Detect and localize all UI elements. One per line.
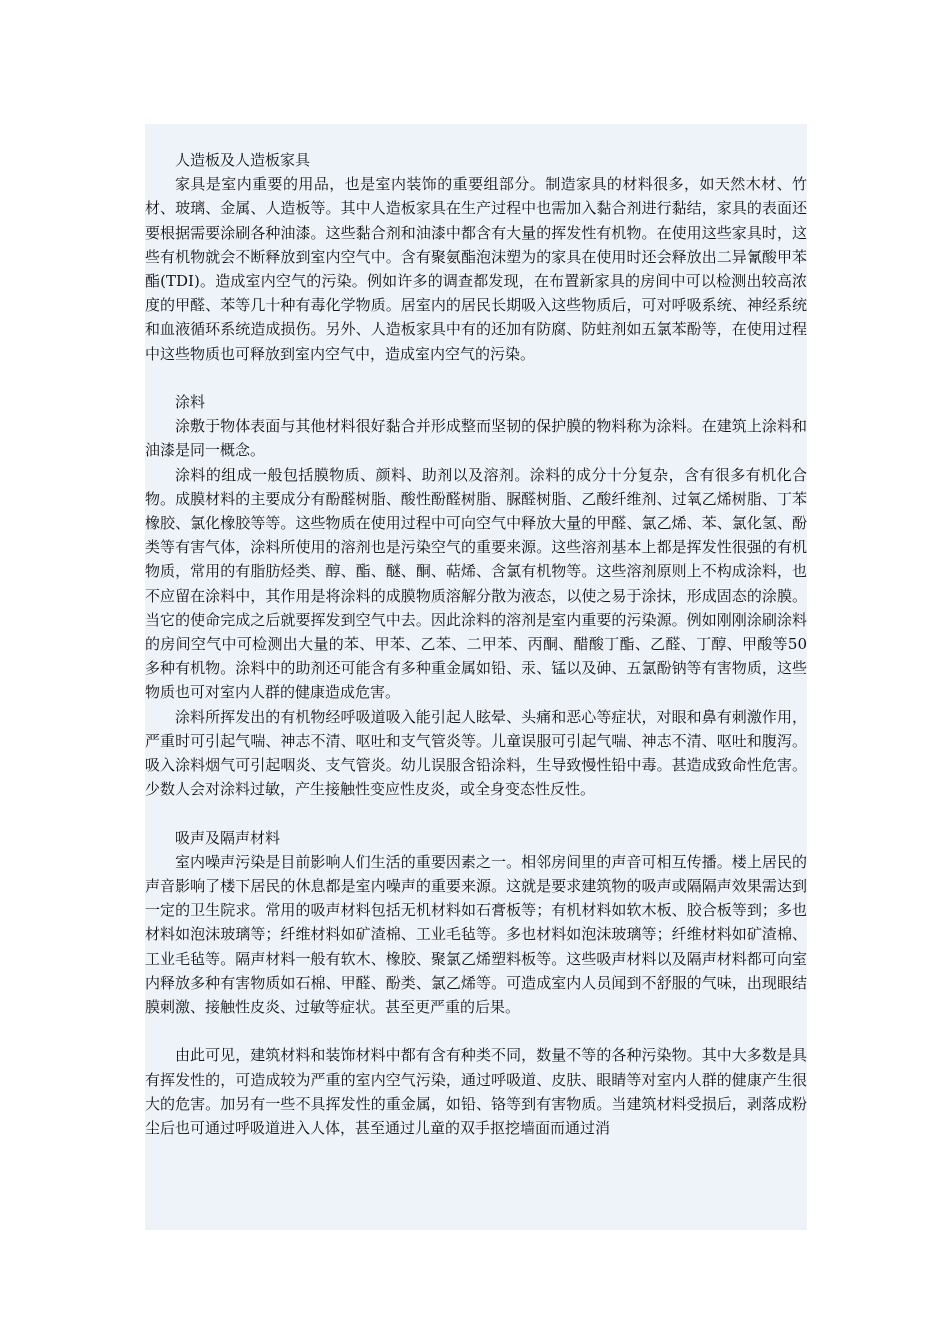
section-heading: 人造板及人造板家具	[175, 151, 311, 169]
section-coatings	[145, 390, 807, 801]
section-wood-panel-furniture	[145, 148, 807, 366]
paragraph: 家具是室内重要的用品，也是室内装饰的重要组部分。制造家具的材料很多，如天然木材、竹材、玻璃、金属、人造板等。其中人造板家具在生产过程中也需加入黏合剂进行黏结，家具的表面还要根据需要涂刷各种油漆。这些黏合剂和油漆中都含有大量的挥发性有机物。在使用这些家具时，这些有机物就会不断释放到室内空气中。含有聚氨酯泡沫塑为的家具在使用时还会释放出二异氰酸甲苯酯(TDI)。造成室内空气的污染。例如许多的调查都发现，在布置新家具的房间中可以检测出较高浓度的甲醛、苯等几十种有毒化学物质。居室内的居民长期吸入这些物质后，可对呼吸系统、神经系统和血液循环系统造成损伤。另外、人造板家具中有的还加有防腐、防蛀剂如五氯苯酚等，在使用过程中这些物质也可释放到室内空气中，造成室内空气的污染。	[145, 175, 807, 363]
paragraph: 由此可见，建筑材料和装饰材料中都有含有种类不同，数量不等的各种污染物。其中大多数是具有挥发性的，可造成较为严重的室内空气污染，通过呼吸道、皮肤、眼睛等对室内人群的健康产生很大的危害。加另有一些不具挥发性的重金属，如铅、铬等到有害物质。当建筑材料受损后，剥落成粉尘后也可通过呼吸道进入人体，甚至通过儿童的双手抠挖墙面而通过消	[145, 1046, 807, 1138]
paragraph: 室内噪声污染是目前影响人们生活的重要因素之一。相邻房间里的声音可相互传播。楼上居民的声音影响了楼下居民的休息都是室内噪声的重要来源。这就是要求建筑物的吸声或隔隔声效果需达到一定的卫生院求。常用的吸声材料包括无机材料如石膏板等；有机材料如软木板、胶合板等到；多也材料如泡沫玻璃等；纤维材料如矿渣棉、工业毛毡等。多也材料如泡沫玻璃等；纤维材料如矿渣棉、工业毛毡等。隔声材料一般有软木、橡胶、聚氯乙烯塑料板等。这些吸声材料以及隔声材料都可向室内释放多种有害物质如石棉、甲醛、酚类、氯乙烯等。可造成室内人员闻到不舒服的气味，出现眼结膜刺激、接触性皮炎、过敏等症状。甚至更严重的后果。	[145, 852, 807, 1017]
article-body	[145, 124, 807, 1230]
section-heading: 吸声及隔声材料	[175, 828, 281, 847]
section-gap	[145, 801, 807, 825]
top-spacing	[145, 124, 807, 148]
section-acoustic-materials	[145, 826, 807, 1020]
section-gap	[145, 1019, 807, 1043]
section-conclusion	[145, 1043, 807, 1140]
paragraph: 涂料的组成一般包括膜物质、颜料、助剂以及溶剂。涂料的成分十分复杂，含有很多有机化合物。成膜材料的主要成分有酚醛树脂、酸性酚醛树脂、脲醛树脂、乙酸纤维剂、过氧乙烯树脂、丁苯橡胶、氯化橡胶等等。这些物质在使用过程中可向空气中释放大量的甲醛、氯乙烯、苯、氯化氢、酚类等有害气体，涂料所使用的溶剂也是污染空气的重要来源。这些溶剂基本上都是挥发性很强的有机物质，常用的有脂肪烃类、醇、酯、醚、酮、萜烯、含氯有机物等。这些溶剂原则上不构成涂料，也不应留在涂料中，其作用是将涂料的成膜物质溶解分散为液态，以使之易于涂抹，形成固态的涂膜。当它的使命完成之后就要挥发到空气中去。因此涂料的溶剂是室内重要的污染源。例如刚刚涂刷涂料的房间空气中可检测出大量的苯、甲苯、乙苯、二甲苯、丙酮、醋酸丁酯、乙醛、丁醇、甲酸等50多种有机物。涂料中的助剂还可能含有多种重金属如铅、汞、锰以及砷、五氯酚钠等有害物质，这些物质也可对室内人群的健康造成危害。	[145, 465, 807, 702]
section-heading: 涂料	[175, 393, 206, 412]
section-gap	[145, 366, 807, 390]
paragraph: 涂料所挥发出的有机物经呼吸道吸入能引起人眩晕、头痛和恶心等症状，对眼和鼻有刺激作用，严重时可引起气喘、神志不清、呕吐和支气管炎等。儿童误服可引起气喘、神志不清、呕吐和腹泻。吸入涂料烟气可引起咽炎、支气管炎。幼儿误服含铅涂料，生导致慢性铅中毒。甚造成致命性危害。少数人会对涂料过敏，产生接触性变应性皮炎，或全身变态性反性。	[145, 707, 807, 799]
paragraph: 涂敷于物体表面与其他材料很好黏合并形成整而坚韧的保护膜的物料称为涂料。在建筑上涂料和油漆是同一概念。	[145, 417, 807, 460]
